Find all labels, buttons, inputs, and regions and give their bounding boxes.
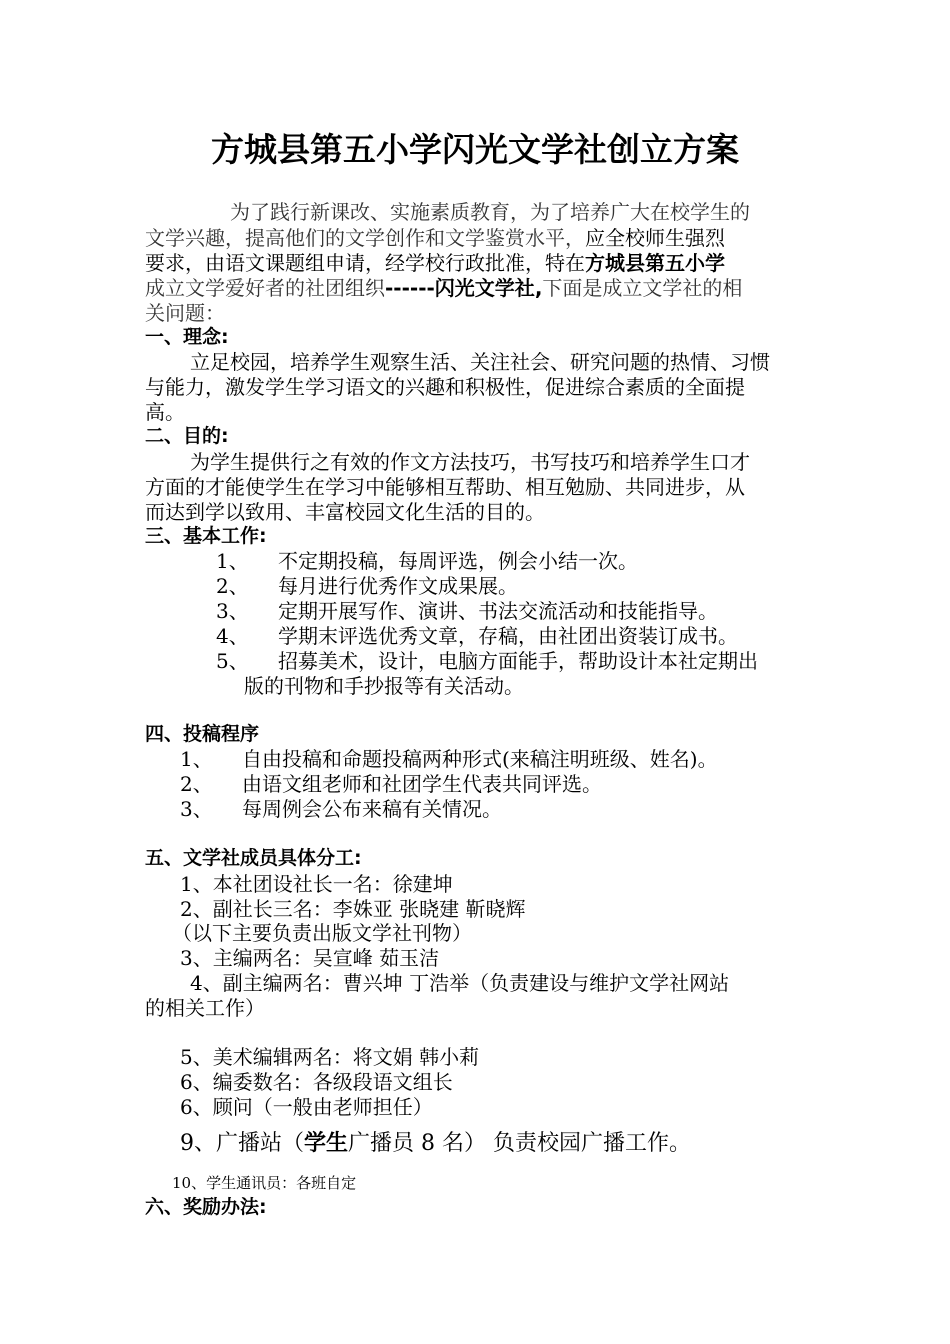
list-item bbox=[216, 624, 738, 648]
member-line-10c: 广播员 8 名） 负责校园广播工作。 bbox=[348, 1131, 691, 1156]
member-line-3: （以下主要负责出版文学社刊物） bbox=[172, 921, 472, 945]
intro-line-3a: 要求，由语文课题组申请，经学校行政批准，特在 bbox=[145, 251, 585, 275]
list-item-number: 2、 bbox=[180, 772, 213, 796]
list-item bbox=[180, 747, 718, 771]
member-line-1: 1、本社团设社长一名：徐建坤 bbox=[180, 872, 453, 896]
intro-line-3 bbox=[145, 251, 725, 275]
member-line-4: 3、主编两名：吴宣峰 茹玉洁 bbox=[180, 946, 440, 970]
intro-line-4a: 成立文学爱好者的社团组织 bbox=[145, 276, 385, 300]
page-title: 方城县第五小学闪光文学社创立方案 bbox=[211, 130, 739, 169]
member-line-2: 2、副社长三名：李姝亚 张晓建 靳晓辉 bbox=[180, 897, 526, 921]
list-item-text: 每月进行优秀作文成果展。 bbox=[278, 574, 518, 598]
member-line-11: 10、学生通讯员：各班自定 bbox=[172, 1174, 357, 1192]
section-2-line-3: 而达到学以致用、丰富校园文化生活的目的。 bbox=[145, 500, 545, 524]
section-2-line-1: 为学生提供行之有效的作文方法技巧，书写技巧和培养学生口才 bbox=[190, 450, 750, 474]
member-line-7: 5、美术编辑两名：将文娟 韩小莉 bbox=[180, 1045, 480, 1069]
list-item bbox=[216, 649, 758, 673]
member-line-6: 的相关工作） bbox=[145, 996, 265, 1020]
intro-line-4 bbox=[145, 276, 742, 300]
member-line-9: 6、顾问（一般由老师担任） bbox=[180, 1095, 433, 1119]
intro-comma: , bbox=[534, 276, 543, 300]
member-line-10b: 学生 bbox=[304, 1131, 349, 1156]
list-item-text: 自由投稿和命题投稿两种形式(来稿注明班级、姓名)。 bbox=[242, 747, 718, 771]
intro-line-4d: 下面是成立文学社的相 bbox=[542, 276, 743, 300]
list-item bbox=[216, 549, 638, 573]
member-line-5: 4、副主编两名：曹兴坤 丁浩举（负责建设与维护文学社网站 bbox=[190, 971, 730, 995]
section-1-line-3: 高。 bbox=[145, 400, 185, 424]
list-item-number: 5、 bbox=[216, 649, 249, 673]
list-item-number: 1、 bbox=[216, 549, 249, 573]
intro-line-2b: 应全校师生强烈 bbox=[585, 226, 725, 250]
list-item bbox=[216, 574, 518, 598]
section-1-heading: 一、理念: bbox=[145, 326, 229, 348]
member-line-8: 6、编委数名：各级段语文组长 bbox=[180, 1070, 453, 1094]
member-line-10a: 9、广播站（ bbox=[180, 1131, 304, 1156]
list-item-number: 3、 bbox=[216, 599, 249, 623]
list-item bbox=[216, 599, 718, 623]
list-item-number: 4、 bbox=[216, 624, 249, 648]
section-1-line-1: 立足校园，培养学生观察生活、关注社会、研究问题的热情、习惯 bbox=[190, 350, 770, 374]
section-3-heading: 三、基本工作: bbox=[145, 525, 267, 547]
section-2-heading: 二、目的: bbox=[145, 425, 229, 447]
intro-school-name: 方城县第五小学 bbox=[585, 251, 725, 275]
list-item-number: 1、 bbox=[180, 747, 213, 771]
intro-line-1: 为了践行新课改、实施素质教育，为了培养广大在校学生的 bbox=[230, 200, 750, 224]
list-item bbox=[180, 772, 602, 796]
intro-line-2 bbox=[145, 226, 725, 250]
list-item-text: 学期末评选优秀文章，存稿，由社团出资装订成书。 bbox=[278, 624, 738, 648]
list-item-text: 招募美术，设计，电脑方面能手，帮助设计本社定期出 bbox=[278, 649, 758, 673]
list-item-continuation: 版的刊物和手抄报等有关活动。 bbox=[244, 674, 524, 698]
section-4-heading: 四、投稿程序 bbox=[145, 723, 260, 745]
section-1-line-2: 与能力，激发学生学习语文的兴趣和积极性，促进综合素质的全面提 bbox=[145, 375, 745, 399]
section-2-line-2: 方面的才能使学生在学习中能够相互帮助、相互勉励、共同进步，从 bbox=[145, 475, 745, 499]
intro-club-name: ------闪光文学社 bbox=[385, 276, 535, 300]
list-item-text: 定期开展写作、演讲、书法交流活动和技能指导。 bbox=[278, 599, 718, 623]
list-item-text: 每周例会公布来稿有关情况。 bbox=[242, 797, 502, 821]
list-item-number: 3、 bbox=[180, 797, 213, 821]
list-item-text: 不定期投稿，每周评选，例会小结一次。 bbox=[278, 549, 638, 573]
section-5-heading: 五、文学社成员具体分工: bbox=[145, 847, 362, 869]
list-item bbox=[180, 797, 502, 821]
section-6-heading: 六、奖励办法: bbox=[145, 1196, 267, 1218]
list-item-text: 由语文组老师和社团学生代表共同评选。 bbox=[242, 772, 602, 796]
intro-line-5: 关问题： bbox=[145, 301, 225, 325]
member-line-10 bbox=[180, 1131, 691, 1157]
list-item-number: 2、 bbox=[216, 574, 249, 598]
intro-line-2a: 文学兴趣，提高他们的文学创作和文学鉴赏水平， bbox=[145, 226, 585, 250]
